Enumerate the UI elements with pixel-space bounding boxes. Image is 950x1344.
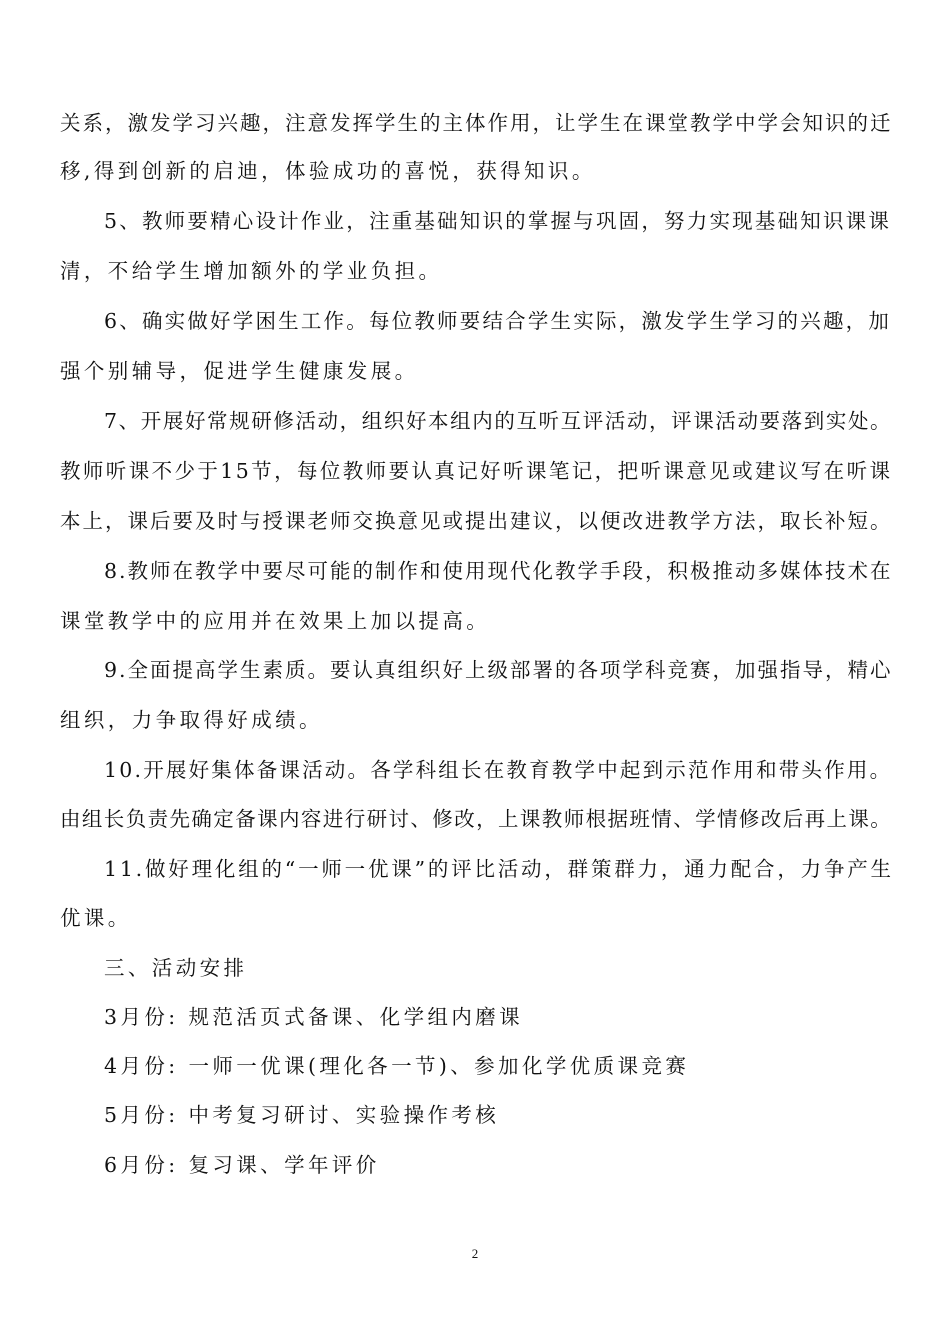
text-line: 移,得到创新的启迪，体验成功的喜悦，获得知识。 — [60, 159, 596, 183]
text-line: 本上，课后要及时与授课老师交换意见或提出建议，以便改进教学方法，取长补短。 — [60, 509, 893, 533]
text-line: 清，不给学生增加额外的学业负担。 — [60, 259, 443, 283]
page-number: 2 — [471, 1246, 479, 1261]
text-line: 关系，激发学习兴趣，注意发挥学生的主体作用，让学生在课堂教学中学会知识的迁 — [60, 111, 893, 135]
text-line: 优课。 — [60, 906, 132, 930]
paragraph-9-line: 9.全面提高学生素质。要认真组织好上级部署的各项学科竞赛，加强指导，精心 — [104, 658, 893, 682]
schedule-item: 5月份: 中考复习研讨、实验操作考核 — [104, 1103, 500, 1127]
paragraph-7-line: 7、开展好常规研修活动，组织好本组内的互听互评活动，评课活动要落到实处。 — [104, 409, 893, 433]
paragraph-11-line: 11.做好理化组的“一师一优课”的评比活动，群策群力，通力配合，力争产生 — [104, 857, 894, 881]
paragraph-5-line: 5、教师要精心设计作业，注重基础知识的掌握与巩固，努力实现基础知识课课 — [104, 209, 892, 233]
text-line: 教师听课不少于15节，每位教师要认真记好听课笔记，把听课意见或建议写在听课 — [60, 459, 893, 483]
schedule-item: 4月份: 一师一优课(理化各一节)、参加化学优质课竞赛 — [104, 1054, 690, 1078]
paragraph-8-line: 8.教师在教学中要尽可能的制作和使用现代化教学手段，积极推动多媒体技术在 — [104, 559, 893, 583]
text-line: 强个别辅导，促进学生健康发展。 — [60, 359, 419, 383]
schedule-item: 6月份: 复习课、学年评价 — [104, 1153, 380, 1177]
schedule-item: 3月份: 规范活页式备课、化学组内磨课 — [104, 1005, 524, 1029]
text-line: 由组长负责先确定备课内容进行研讨、修改，上课教师根据班情、学情修改后再上课。 — [60, 807, 893, 831]
section-heading: 三、活动安排 — [104, 956, 248, 980]
text-line: 课堂教学中的应用并在效果上加以提高。 — [60, 609, 491, 633]
text-line: 组织，力争取得好成绩。 — [60, 708, 323, 732]
paragraph-10-line: 10.开展好集体备课活动。各学科组长在教育教学中起到示范作用和带头作用。 — [104, 758, 893, 782]
paragraph-6-line: 6、确实做好学困生工作。每位教师要结合学生实际，激发学生学习的兴趣，加 — [104, 309, 892, 333]
